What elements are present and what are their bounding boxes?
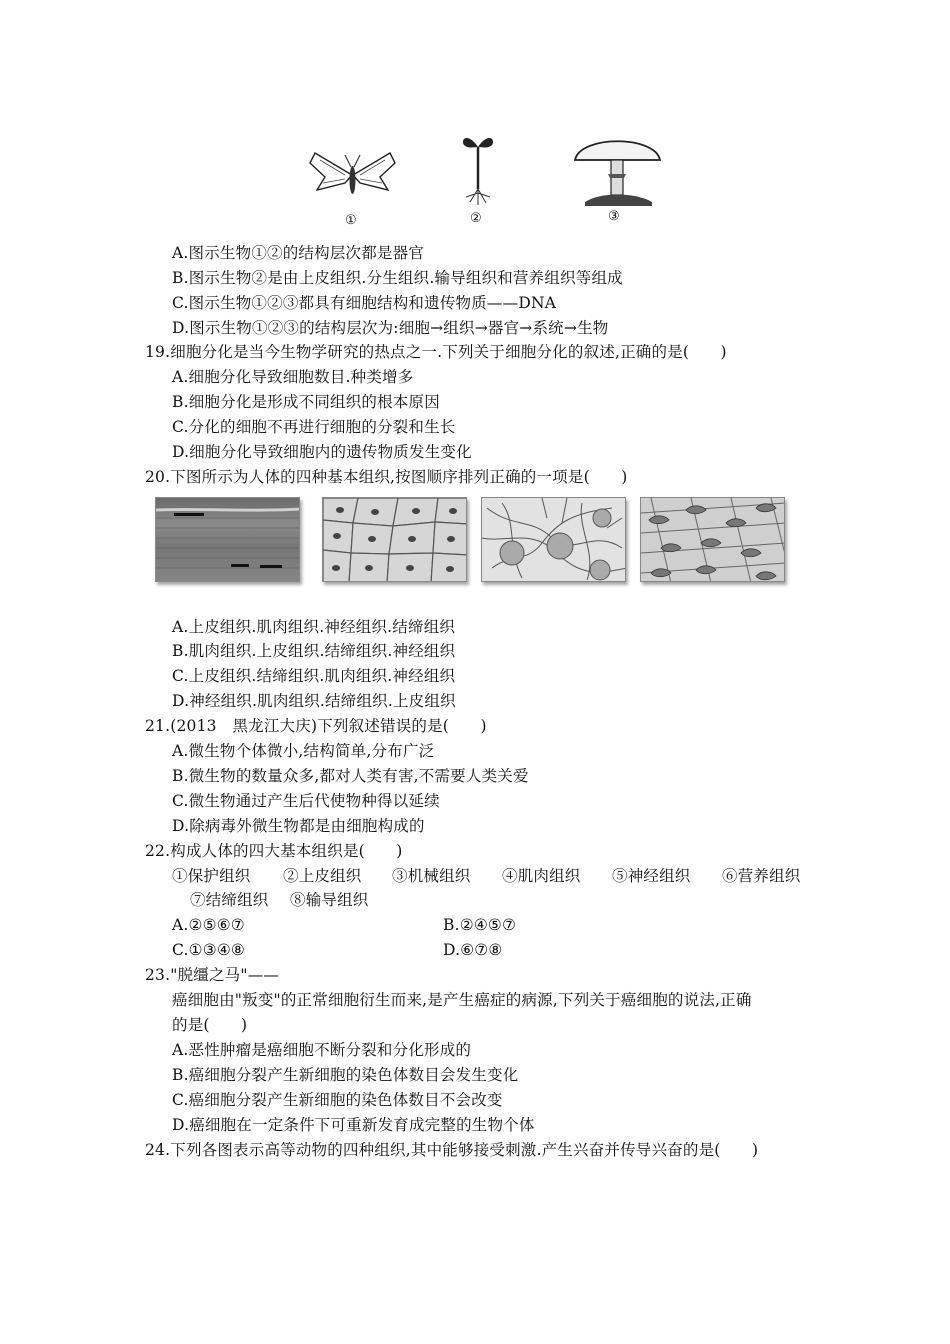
q19-option-c: C.分化的细胞不再进行细胞的分裂和生长	[172, 418, 456, 436]
q22-choice-3: ③机械组织	[392, 867, 471, 885]
q22-option-b: B.②④⑤⑦	[443, 916, 517, 934]
q18-option-c: C.图示生物①②③都具有细胞结构和遗传物质——DNA	[172, 294, 557, 312]
q19-stem: 19.细胞分化是当今生物学研究的热点之一.下列关于细胞分化的叙述,正确的是( )	[145, 343, 727, 361]
q19-option-a: A.细胞分化导致细胞数目.种类增多	[172, 368, 414, 386]
q19-option-d: D.细胞分化导致细胞内的遗传物质发生变化	[172, 443, 472, 461]
q21-option-c: C.微生物通过产生后代使物种得以延续	[172, 792, 440, 810]
q22-choice-6: ⑥营养组织	[722, 867, 801, 885]
q23-stem-line3: 的是( )	[172, 1016, 248, 1034]
q22-choice-4: ④肌肉组织	[502, 867, 581, 885]
q21-option-d: D.除病毒外微生物都是由细胞构成的	[172, 817, 425, 835]
q21-option-b: B.微生物的数量众多,都对人类有害,不需要人类关爱	[172, 767, 529, 785]
seedling-icon	[458, 127, 498, 207]
q22-option-a: A.②⑤⑥⑦	[172, 916, 245, 934]
q18-option-a: A.图示生物①②的结构层次都是器官	[172, 244, 425, 262]
q23-stem-line2: 癌细胞由"叛变"的正常细胞衍生而来,是产生癌症的病源,下列关于癌细胞的说法,正确	[172, 991, 752, 1009]
q24-stem: 24.下列各图表示高等动物的四种组织,其中能够接受刺激.产生兴奋并传导兴奋的是( )	[145, 1141, 759, 1159]
q23-option-a: A.恶性肿瘤是癌细胞不断分裂和分化形成的	[172, 1041, 472, 1059]
q21-stem: 21.(2013 黑龙江大庆)下列叙述错误的是( )	[145, 717, 487, 735]
q22-choice-2: ②上皮组织	[283, 867, 362, 885]
connective-tissue-image	[640, 497, 785, 582]
muscle-tissue-image	[155, 497, 300, 582]
q18-option-d: D.图示生物①②③的结构层次为:细胞→组织→器官→系统→生物	[172, 319, 609, 337]
q20-option-a: A.上皮组织.肌肉组织.神经组织.结缔组织	[172, 618, 456, 636]
q22-choice-8: ⑧输导组织	[290, 891, 369, 909]
q22-choice-1: ①保护组织	[172, 867, 251, 885]
nerve-tissue-image	[481, 497, 626, 582]
q22-choice-5: ⑤神经组织	[612, 867, 691, 885]
organism-figure	[290, 125, 670, 230]
q22-option-d: D.⑥⑦⑧	[443, 941, 503, 959]
q20-option-c: C.上皮组织.结缔组织.肌肉组织.神经组织	[172, 667, 456, 685]
q21-option-a: A.微生物个体微小,结构简单,分布广泛	[172, 742, 435, 760]
q23-option-d: D.癌细胞在一定条件下可重新发育成完整的生物个体	[172, 1116, 535, 1134]
q23-stem-line1: 23."脱缰之马"——	[145, 966, 280, 984]
organism-label-1: ①	[345, 213, 357, 228]
q22-stem: 22.构成人体的四大基本组织是( )	[145, 842, 403, 860]
q20-option-d: D.神经组织.肌肉组织.结缔组织.上皮组织	[172, 692, 456, 710]
organism-label-2: ②	[470, 211, 482, 226]
q18-option-b: B.图示生物②是由上皮组织.分生组织.输导组织和营养组织等组成	[172, 269, 623, 287]
mushroom-icon	[570, 130, 665, 210]
moth-icon	[305, 145, 400, 205]
q22-option-c: C.①③④⑧	[172, 941, 246, 959]
q19-option-b: B.细胞分化是形成不同组织的根本原因	[172, 393, 440, 411]
q20-stem: 20.下图所示为人体的四种基本组织,按图顺序排列正确的一项是( )	[145, 468, 628, 486]
q20-option-b: B.肌肉组织.上皮组织.结缔组织.神经组织	[172, 642, 456, 660]
q23-option-c: C.癌细胞分裂产生新细胞的染色体数目不会改变	[172, 1091, 503, 1109]
organism-label-3: ③	[608, 209, 620, 224]
q22-choice-7: ⑦结缔组织	[190, 891, 269, 909]
epithelial-tissue-image	[322, 497, 467, 582]
q23-option-b: B.癌细胞分裂产生新细胞的染色体数目会发生变化	[172, 1066, 519, 1084]
